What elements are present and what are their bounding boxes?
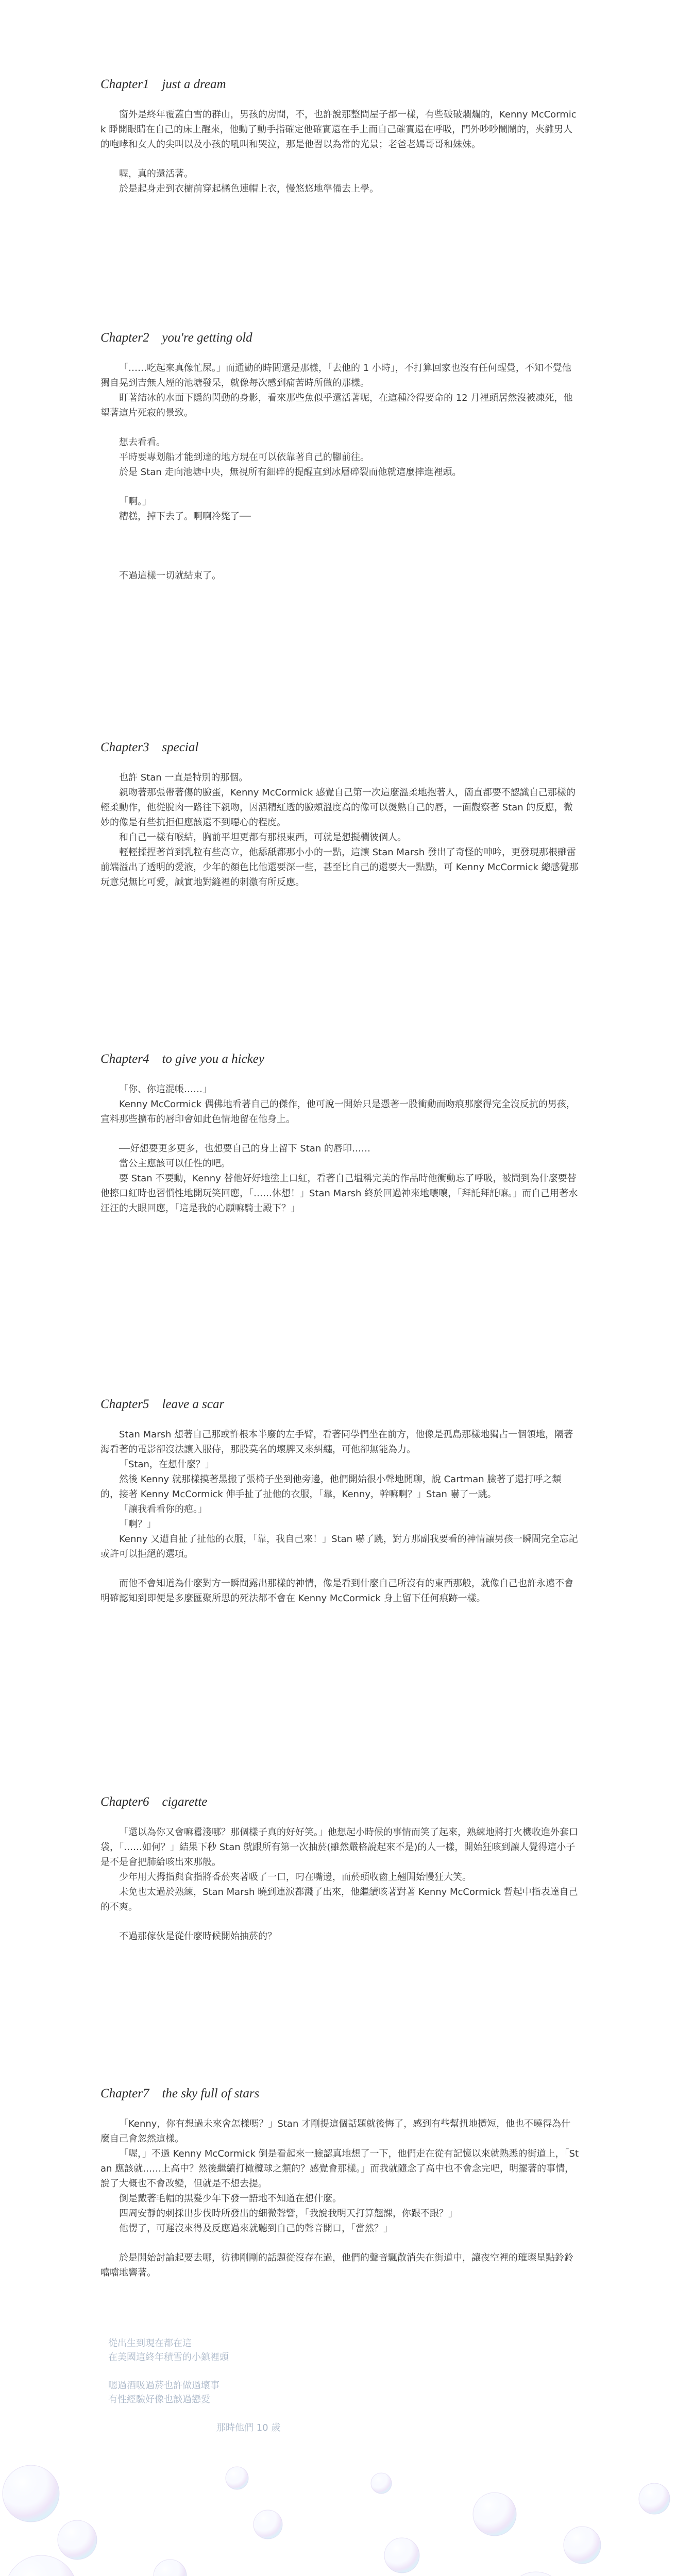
text-line: 不過那傢伙是從什麼時候開始抽菸的？ [119, 1931, 277, 1942]
bubble [254, 2510, 282, 2539]
paragraph [100, 107, 580, 152]
chapter-6 [100, 1795, 580, 1958]
bubble [226, 2467, 248, 2489]
text-line: 「Stan，在想什麼？」 [119, 1459, 214, 1470]
poem-line-1: 從出生到現在都在這 [108, 2338, 192, 2349]
paragraph [100, 1825, 580, 1914]
text-line [100, 538, 580, 554]
paragraph [100, 1082, 580, 1127]
text-line: 也許 Stan 一直是特別的那個。 [119, 772, 248, 783]
closing-poem [108, 2336, 469, 2435]
text-line: 「啊。」 [119, 496, 151, 507]
paragraph [100, 494, 580, 524]
text-line: 「Kenny，你有想過未來會怎樣嗎？」Stan 才剛提這個話題就後悔了，感到有些幫扭地攬短，他也不曉得為什麼自己會忽然這樣。 [100, 2119, 571, 2144]
paragraph [100, 770, 580, 890]
text-line: Stan Marsh 想著自己那或許根本半廢的左手臂，看著同學們坐在前方，他像是孤島那樣地獨占一個領地，隔著海看著的電影卻沒法讓入服侍，那股莫名的壞脾又來糾纏，可他卻無能為力。 [100, 1429, 573, 1455]
text-line: 「你、你這混帳……」 [119, 1084, 212, 1095]
chapter-title: Chapter1 just a dream [100, 77, 226, 91]
paragraph [100, 1141, 580, 1216]
chapter-1 [100, 77, 580, 211]
text-line: 親吻著那張帶著傷的臉蛋，Kenny McCormick 感覺自己第一次這麼溫柔地抱著人，簡直都要不認識自己那樣的輕柔動作，他從脫肉一路往下親吻，因酒精紅透的臉頰溫度高的像可以燙熟自己的唇，一面觀察著 Stan 的反應，微妙的像是有些抗拒但應該還不到噁心的程度。 [100, 787, 576, 828]
text-line: 要 Stan 不要動，Kenny 替他好好地塗上口紅，看著自己塭稱完美的作品時他衝動忘了呼吸，被問到為什麼要替他擦口紅時也習慣性地開玩笑回應，「……休想！」Stan Marsh 終於回過神來地嚷嚷，「拜託拜託嘛。」而自己用著水汪汪的大眼回應，「這是我的心願嘛騎士殿下？」 [100, 1173, 578, 1214]
text-line: 窗外是終年覆蓋白雪的群山，男孩的房間，不，也許說那整間屋子都一樣，有些破破爛爛的，Kenny McCormick 睜開眼睛在自己的床上醒來，他動了動手指確定他確實還在手上而自己確實還在呼吸，門外吵吵鬧鬧的，夾雜男人的咆哮和女人的尖叫以及小孩的吼叫和哭泣，那是他習以為常的光景；老爸老媽哥哥和妹妹。 [100, 109, 577, 150]
text-line: 盯著結冰的水面下隱約閃動的身影，看來那些魚似乎還活著呢，在這種冷得要命的 12 月裡頭居然沒被凍死，他望著這片死寂的景致。 [100, 393, 573, 418]
paragraph [100, 361, 580, 420]
paragraph [100, 435, 580, 480]
text-line: 當公主應該可以任性的吧。 [119, 1158, 230, 1169]
text-line: 「……吃起來真像忙屎。」而通勤的時間還是那樣，「去他的 1 小時」，不打算回家也沒有任何醒覺，不知不覺他獨自晃到吉無人煙的池塘發呆，就像每次感到痛苦時所做的那樣。 [100, 363, 571, 388]
text-line: 四周安靜的刺採出步伐時所發出的細微聲響，「我說我明天打算翹課，你跟不跟？」 [119, 2208, 458, 2219]
poem-line-4: 有性經驗好像也談過戀愛 [108, 2394, 210, 2405]
bubble [5, 2555, 77, 2576]
chapter-title: Chapter5 leave a scar [100, 1397, 225, 1411]
text-line: 於是 Stan 走向池塘中央，無視所有細碎的提醒直到冰層碎裂而他就這麼摔進裡頭。 [119, 467, 462, 478]
text-line: 糟糕，掉下去了。啊啊冷斃了── [119, 511, 251, 522]
chapter-title: Chapter6 cigarette [100, 1795, 208, 1809]
bubble [473, 2493, 516, 2536]
paragraph [100, 1576, 580, 1606]
chapter-title: Chapter2 you're getting old [100, 331, 252, 345]
text-line: 「讓我看看你的疤。」 [119, 1504, 207, 1515]
text-line: 他愣了，可遲沒來得及反應過來就聽到自己的聲音開口，「當然？」 [119, 2223, 393, 2234]
paragraph [100, 538, 580, 554]
paragraph [100, 2116, 580, 2236]
text-line: 喔，真的還活著。 [119, 168, 193, 179]
text-line: 不過這樣一切就結束了。 [119, 570, 221, 581]
bubble [58, 2520, 97, 2560]
text-line: 少年用大拇指與食指將香菸夾著吸了一口，叼在嘴邊，而菸頭收齒上翹開始慢狂大笑。 [119, 1872, 471, 1883]
chapter-3 [100, 740, 580, 904]
poem-end-line: 那時他們 10 歲 [216, 2422, 281, 2433]
chapter-title: Chapter7 the sky full of stars [100, 2087, 260, 2100]
text-line: 然後 Kenny 就那樣摸著黑搬了張椅子坐到他旁邊，他們開始很小聲地閒聊，說 Cartman 臉著了還打呼之類的，接著 Kenny McCormick 伸手扯了扯他的衣服，「靠，Kenny，幹嘛啊？」Stan 嚇了一跳。 [100, 1474, 562, 1500]
poem-line-3: 嗯過酒吸過菸也許做過壞事 [108, 2380, 219, 2391]
bubble [3, 2465, 59, 2522]
paragraph [100, 2250, 580, 2280]
text-line: ──好想要更多更多，也想要自己的身上留下 Stan 的唇印…… [119, 1143, 371, 1154]
text-line: 和自己一樣有喉結，胸前平坦更都有那根東西，可就是想擬欄彼個人。 [119, 832, 407, 843]
text-line: 未免也太過於熟練，Stan Marsh 曉到連淚都濺了出來，他繼續咳著對著 Kenny McCormick 暫起中指表達自己的不爽。 [100, 1887, 578, 1912]
bubble [371, 2473, 392, 2494]
text-line: 而他不會知道為什麼對方一瞬間露出那樣的神情，像是看到什麼自己所沒有的東西那般，就像自己也許永遠不會明確認知到即便是多麼匯聚所思的死法都不會在 Kenny McCormick 身上留下任何痕跡一樣。 [100, 1578, 573, 1604]
chapter-title: Chapter4 to give you a hickey [100, 1052, 264, 1066]
paragraph [100, 166, 580, 196]
paragraph [100, 1427, 580, 1562]
text-line: 「啊？」 [119, 1519, 156, 1530]
text-line: 平時要專划船才能到達的地方現在可以依靠著自己的腳前往。 [119, 452, 369, 463]
text-line: 倒是戴著毛帽的黑髮少年下發一語地不知道在想什麼。 [119, 2193, 342, 2204]
chapter-5 [100, 1397, 580, 1620]
poem-line-2: 在美國這終年積雪的小鎮裡頭 [108, 2352, 229, 2363]
bubble [639, 2483, 670, 2514]
text-line: 想去看看。 [119, 437, 165, 448]
chapter-4 [100, 1052, 580, 1230]
chapter-title: Chapter3 special [100, 740, 199, 754]
bubble [564, 2527, 601, 2564]
text-line: 「還以為你又會嘛囂淺哪？那個樣子真的好好笑。」他想起小時候的事情而笑了起來，熟練地將打火機收進外套口袋，「……如何？」結果下秒 Stan 就跟所有第一次抽菸(雖然嚴格說起來不是)的人一樣，開始狂咳到讓人覺得這小子是不是會把肺給咳出來那般。 [100, 1827, 578, 1868]
text-line: 於是起身走到衣櫥前穿起橘色連帽上衣，慢悠悠地準備去上學。 [119, 183, 379, 194]
text-line: 輕輕揉捏著首到乳粒有些高立，他舔舐都那小小的一點，這讓 Stan Marsh 發出了奇怪的呻吟，更發現那根雖雷前端溢出了透明的愛液，少年的顏色比他還要深一些，甚至比自己的還要大一點點，可 Kenny McCormick 總感覺那玩意兒無比可愛，誠實地對縫裡的刺激有所反應。 [100, 847, 579, 888]
bubble [154, 2560, 187, 2576]
bubbles-decoration [0, 2421, 676, 2576]
paragraph [100, 568, 580, 583]
bubble [506, 2572, 566, 2576]
paragraph [100, 1929, 580, 1944]
chapter-2 [100, 331, 580, 598]
text-line: Kenny 又遭自扯了扯他的衣服，「靠，我自己來！」Stan 嚇了跳，對方那副我要看的神情讓男孩一瞬間完全忘記或許可以拒絕的選項。 [100, 1534, 578, 1560]
text-line: 「喔，」不過 Kenny McCormick 倒是看起來一臉認真地想了一下，他們走在從有記憶以來就熟悉的街道上，「Stan 應該就……上高中？然後繼續打橄欖球之類的？感覺會那樣。」而我就隨念了高中也不會念完吧，明擺著的事情，說了大概也不會改變，但就是不想去提。 [100, 2148, 579, 2189]
text-line: 於是開始討論起要去哪，彷彿剛剛的話題從沒存在過，他們的聲音飄散消失在街道中，讓夜空裡的璀璨星點鈴鈴噹噹地響著。 [100, 2252, 573, 2278]
bubble [384, 2538, 419, 2573]
text-line: Kenny McCormick 偶佛地看著自己的傑作，他可說一開始只是憑著一股衝動而吻痕那麼得完全沒反抗的男孩，宣料那些擴布的唇印會如此色情地留在他身上。 [100, 1099, 576, 1125]
chapter-7 [100, 2087, 580, 2295]
